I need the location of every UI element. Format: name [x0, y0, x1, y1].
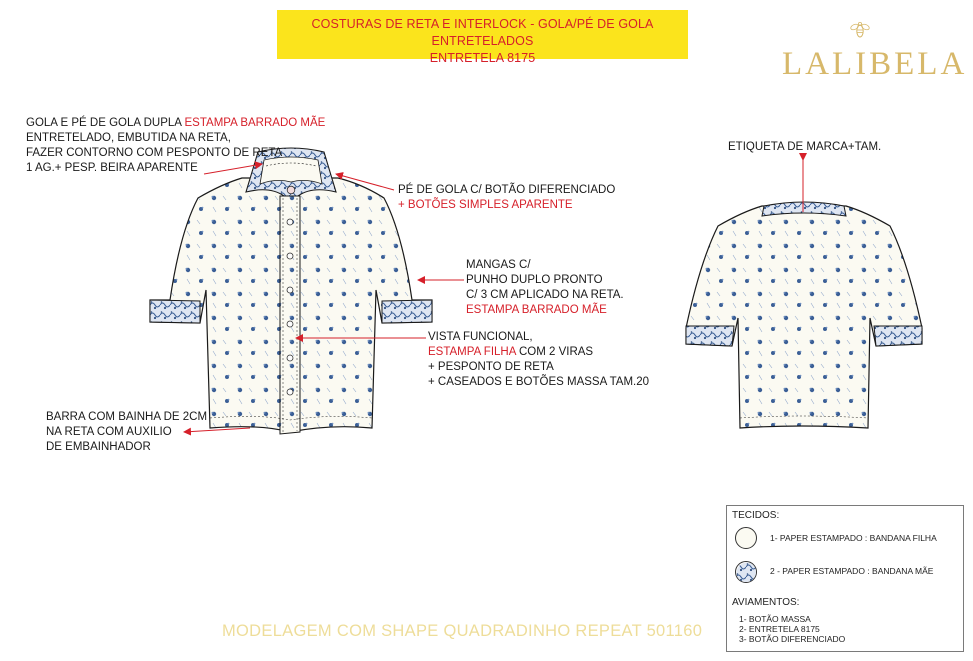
front-shirt	[150, 148, 432, 434]
legend-tecido-2: 2 - PAPER ESTAMPADO : BANDANA MÃE	[770, 566, 934, 576]
materials-legend	[726, 505, 964, 652]
swatch-bandana-mae	[735, 561, 757, 583]
legend-tecidos-title: TECIDOS:	[732, 510, 780, 521]
legend-aviamento-1: 1- BOTÃO MASSA	[739, 614, 811, 624]
header-title-line1: COSTURAS DE RETA E INTERLOCK - GOLA/PÉ DE GOLA ENTRETELADOS	[311, 17, 654, 48]
note-mangas: MANGAS C/ PUNHO DUPLO PRONTO C/ 3 CM APLICADO NA RETA. ESTAMPA BARRADO MÃE	[466, 259, 624, 316]
swatch-bandana-filha	[735, 527, 757, 549]
header-title-line2: ENTRETELA 8175	[429, 51, 536, 65]
note-etiqueta: ETIQUETA DE MARCA+TAM.	[728, 141, 882, 153]
legend-aviamento-2: 2- ENTRETELA 8175	[739, 624, 820, 634]
footer-modelagem: MODELAGEM COM SHAPE QUADRADINHO REPEAT 501160	[222, 622, 703, 640]
note-vista: VISTA FUNCIONAL, ESTAMPA FILHA COM 2 VIRAS + PESPONTO DE RETA + CASEADOS E BOTÕES MASSA TAM.20	[428, 331, 650, 388]
legend-aviamento-3: 3- BOTÃO DIFERENCIADO	[739, 634, 846, 644]
back-shirt	[686, 202, 922, 428]
note-barra: BARRA COM BAINHA DE 2CM NA RETA COM AUXILIO DE EMBAINHADOR	[46, 411, 208, 453]
brand-logo: LALIBELA	[782, 46, 968, 82]
legend-aviamentos-title: AVIAMENTOS:	[732, 597, 800, 608]
note-gola: GOLA E PÉ DE GOLA DUPLA ESTAMPA BARRADO MÃE ENTRETELADO, EMBUTIDA NA RETA, FAZER CONTORNO COM PESPONTO DE RETA 1 AG.+ PESP. BEIRA APARENTE	[26, 117, 326, 174]
note-pe-gola: PÉ DE GOLA C/ BOTÃO DIFERENCIADO + BOTÕES SIMPLES APARENTE	[398, 184, 616, 211]
legend-tecido-1: 1- PAPER ESTAMPADO : BANDANA FILHA	[770, 533, 937, 543]
